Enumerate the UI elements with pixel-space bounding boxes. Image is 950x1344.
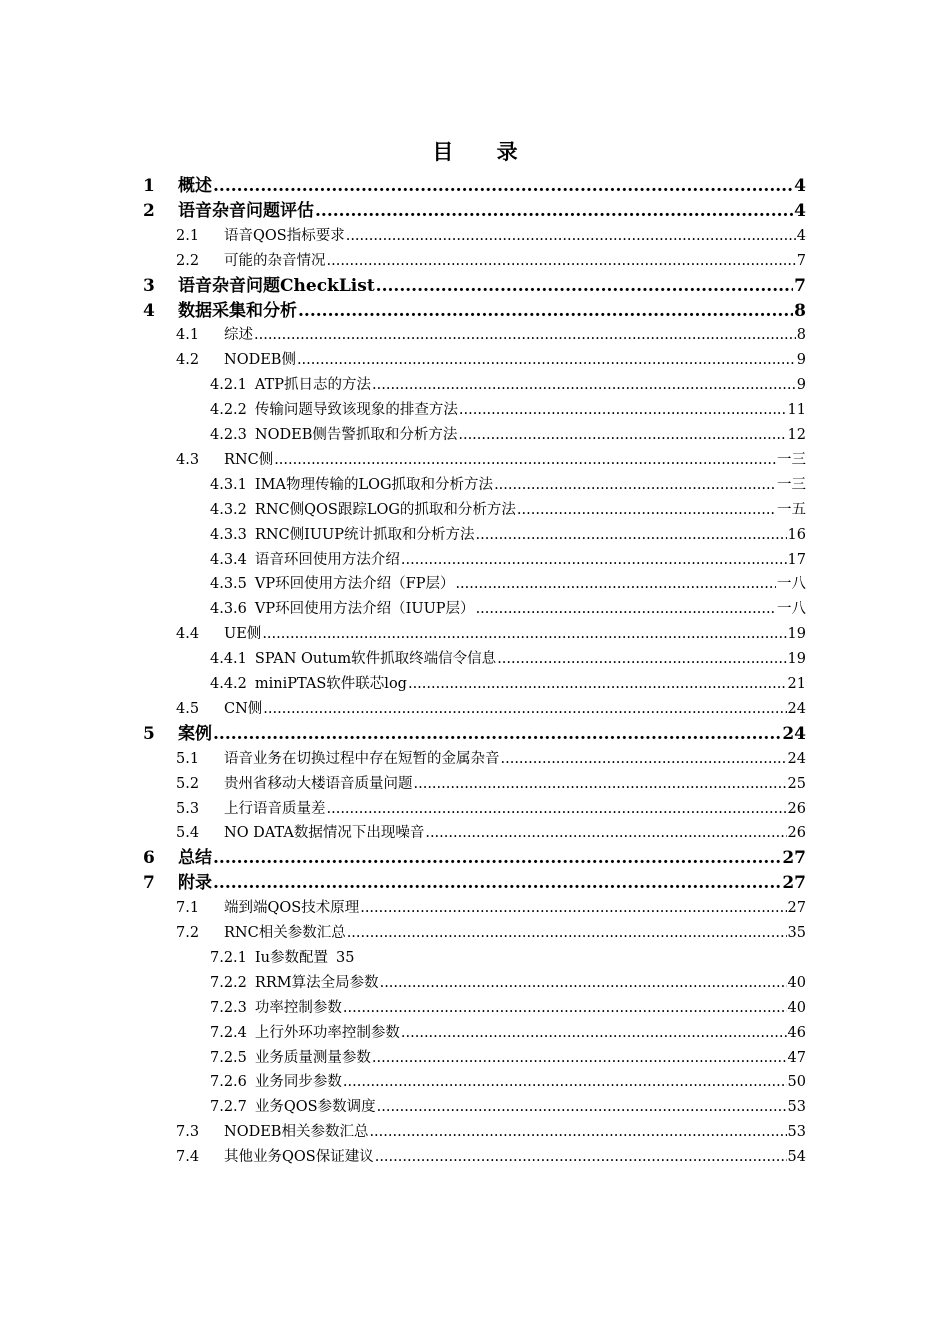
toc-entry-number: 7.4: [176, 1149, 200, 1166]
toc-entry[interactable]: [210, 572, 806, 596]
toc-entry-page: 一三: [777, 476, 806, 493]
toc-entry-label: 语音QOS指标要求: [224, 227, 345, 244]
toc-entry-page: 21: [787, 676, 806, 692]
toc-entry-number: 4.2: [176, 352, 200, 369]
toc-entry-label: 上行外环功率控制参数: [254, 1024, 400, 1041]
toc-entry[interactable]: [210, 1070, 806, 1094]
toc-entry-number: 7.2.7: [210, 1099, 247, 1116]
toc-entry-number: 7: [143, 873, 155, 894]
toc-entry-label: NO DATA数据情况下出现噪音: [224, 825, 425, 842]
toc-entry-number: 3: [143, 275, 155, 296]
toc-entry-number: 4.3.1: [210, 476, 247, 493]
toc-leader-dots: [360, 896, 786, 920]
toc-entry-number: 5.2: [176, 775, 200, 792]
toc-entry-label: 语音杂音问题CheckList: [178, 275, 375, 296]
toc-leader-dots: [213, 871, 781, 895]
toc-leader-dots: [408, 672, 787, 696]
toc-entry-number: 4.4.1: [210, 651, 247, 668]
toc-entry-page: 12: [787, 427, 806, 443]
toc-entry[interactable]: [176, 622, 806, 646]
toc-entry-label: 贵州省移动大楼语音质量问题: [224, 775, 413, 792]
toc-entry-number: 7.2: [176, 925, 200, 941]
toc-entry-page: 8: [794, 300, 806, 321]
toc-entry-page: 27: [787, 900, 806, 917]
toc-entry[interactable]: [176, 1145, 806, 1169]
toc-entry-page: 7: [796, 252, 806, 269]
toc-entry-number: 7.2.4: [210, 1024, 247, 1041]
toc-entry[interactable]: [176, 797, 806, 821]
toc-entry[interactable]: [210, 523, 806, 547]
toc-entry-label: 可能的杂音情况: [224, 252, 326, 269]
toc-entry-page: 24: [787, 750, 806, 767]
toc-entry[interactable]: [176, 249, 806, 273]
toc-entry-page: 54: [787, 1149, 806, 1166]
toc-entry-number: 7.2.2: [210, 974, 247, 991]
toc-entry-page: 8: [796, 327, 806, 344]
toc-entry-page: 26: [787, 800, 806, 817]
toc-leader-dots: [501, 747, 787, 771]
toc-entry[interactable]: [210, 946, 806, 970]
toc-entry-number: 2.2: [176, 252, 200, 269]
toc-entry-page: 47: [787, 1049, 806, 1066]
toc-leader-dots: [213, 846, 781, 870]
toc-entry-label: RNC侧: [224, 451, 274, 468]
toc-leader-dots: [476, 523, 787, 547]
toc-entry-page: 17: [787, 551, 806, 568]
toc-entry[interactable]: [210, 1095, 806, 1119]
toc-leader-dots: [476, 597, 776, 621]
toc-leader-dots: [458, 423, 786, 447]
toc-leader-dots: [414, 772, 787, 796]
toc-entry[interactable]: [210, 672, 806, 696]
toc-entry-label: 综述: [224, 327, 253, 344]
toc-entry-label: RNC相关参数汇总: [224, 925, 346, 941]
toc-entry-label: 功率控制参数: [254, 999, 342, 1016]
toc-entry-number: 2: [143, 200, 155, 221]
toc-entry-label: RNC侧QOS跟踪LOG的抓取和分析方法: [254, 501, 516, 518]
toc-entry-number: 4.2.3: [210, 427, 247, 443]
toc-entry-page: 9: [796, 377, 806, 394]
toc-leader-dots: [315, 199, 793, 223]
toc-entry-number: 7.2.3: [210, 999, 247, 1016]
toc-entry-page: 40: [787, 999, 806, 1016]
toc-leader-dots: [517, 498, 776, 522]
toc-entry-label: 语音环回使用方法介绍: [254, 551, 400, 568]
toc-entry-number: 4.3: [176, 451, 200, 468]
toc-leader-dots: [213, 722, 781, 746]
toc-entry-number: 4.3.3: [210, 526, 247, 543]
toc-entry-number: 7.1: [176, 900, 200, 917]
toc-leader-dots: [459, 398, 787, 422]
toc-entry-page: 24: [782, 723, 806, 744]
toc-entry-page: 35: [335, 949, 355, 966]
toc-entry[interactable]: [210, 1046, 806, 1070]
toc-entry-label: 端到端QOS技术原理: [224, 900, 360, 917]
toc-entry-label: NODEB侧告警抓取和分析方法: [254, 427, 458, 443]
toc-entry[interactable]: [176, 747, 806, 771]
toc-entry-label: VP环回使用方法介绍（FP层）: [254, 576, 455, 593]
toc-entry-page: 11: [787, 402, 806, 419]
toc-entry-page: 一八: [777, 601, 806, 618]
toc-leader-dots: [401, 548, 787, 572]
toc-entry-label: UE侧: [224, 626, 262, 643]
toc-entry[interactable]: [143, 199, 806, 223]
toc-entry-page: 7: [794, 275, 806, 296]
toc-entry-number: 4: [143, 300, 155, 321]
toc-entry[interactable]: [176, 821, 806, 845]
toc-leader-dots: [377, 1095, 787, 1119]
toc-leader-dots: [327, 249, 796, 273]
toc-entry[interactable]: [176, 348, 806, 372]
toc-entry-page: 27: [782, 848, 806, 869]
toc-entry[interactable]: [210, 473, 806, 497]
toc-leader-dots: [375, 1145, 787, 1169]
toc-entry[interactable]: [176, 448, 806, 472]
toc-entry[interactable]: [143, 174, 806, 198]
toc-entry-label: 上行语音质量差: [224, 800, 326, 817]
toc-entry-page: 53: [787, 1124, 806, 1141]
toc-leader-dots: [376, 274, 793, 298]
toc-entry-page: 4: [796, 227, 806, 244]
toc-entry-label: CN侧: [224, 700, 263, 717]
toc-entry-label: NODEB相关参数汇总: [224, 1124, 369, 1141]
toc-entry[interactable]: [210, 647, 806, 671]
toc-leader-dots: [346, 224, 796, 248]
toc-leader-dots: [327, 797, 787, 821]
toc-leader-dots: [455, 572, 776, 596]
toc-leader-dots: [372, 1046, 787, 1070]
toc-entry-page: 35: [787, 925, 806, 941]
toc-entry-number: 7.2.6: [210, 1074, 247, 1091]
toc-entry[interactable]: [143, 722, 806, 746]
toc-entry[interactable]: [143, 871, 806, 895]
toc-leader-dots: [372, 373, 796, 397]
toc-title: 目 录: [432, 139, 536, 164]
toc-leader-dots: [401, 1021, 787, 1045]
toc-entry-label: NODEB侧: [224, 352, 296, 369]
toc-entry-page: 50: [787, 1074, 806, 1091]
toc-entry[interactable]: [210, 971, 806, 995]
toc-entry[interactable]: [176, 896, 806, 920]
toc-entry-number: 5.1: [176, 750, 200, 767]
toc-leader-dots: [347, 921, 787, 945]
toc-entry-label: SPAN Outum软件抓取终端信令信息: [254, 651, 497, 668]
toc-entry-page: 16: [787, 526, 806, 543]
toc-leader-dots: [254, 323, 796, 347]
toc-entry[interactable]: [210, 597, 806, 621]
toc-entry-number: 4.3.5: [210, 576, 247, 593]
toc-entry-number: 4.2.2: [210, 402, 247, 419]
toc-entry-number: 7.3: [176, 1124, 200, 1141]
toc-leader-dots: [425, 821, 786, 845]
toc-leader-dots: [274, 448, 776, 472]
toc-entry-number: 4.3.6: [210, 601, 247, 618]
toc-entry-label: 案例: [178, 723, 212, 744]
toc-entry[interactable]: [210, 498, 806, 522]
toc-leader-dots: [343, 996, 787, 1020]
toc-entry-label: VP环回使用方法介绍（IUUP层）: [254, 601, 475, 618]
toc-leader-dots: [380, 971, 787, 995]
toc-entry-page: 4: [794, 176, 806, 196]
toc-entry-number: 7.2.1: [210, 949, 247, 966]
toc-entry-label: 概述: [178, 176, 212, 196]
toc-entry-page: 19: [787, 651, 806, 668]
toc-entry-number: 4.1: [176, 327, 200, 344]
toc-entry-page: 一八: [777, 576, 806, 593]
toc-entry-number: 5.4: [176, 825, 200, 842]
toc-entry-page: 4: [794, 200, 806, 221]
toc-entry[interactable]: [176, 224, 806, 248]
toc-leader-dots: [298, 299, 793, 323]
toc-entry-page: 40: [787, 974, 806, 991]
toc-entry-number: 4.2.1: [210, 377, 247, 394]
toc-entry-label: 附录: [178, 873, 212, 894]
toc-entry-number: 2.1: [176, 227, 200, 244]
toc-entry-number: 4.3.4: [210, 551, 247, 568]
toc-entry-label: miniPTAS软件联芯log: [254, 676, 407, 692]
toc-entry[interactable]: [176, 697, 806, 721]
toc-entry-number: 5.3: [176, 800, 200, 817]
toc-entry-page: 27: [782, 873, 806, 894]
toc-entry[interactable]: [210, 548, 806, 572]
toc-entry-page: 26: [787, 825, 806, 842]
toc-entry-number: 4.5: [176, 700, 200, 717]
toc-entry-label: RNC侧IUUP统计抓取和分析方法: [254, 526, 475, 543]
toc-entry-label: Iu参数配置: [254, 949, 328, 966]
toc-entry[interactable]: [210, 1021, 806, 1045]
toc-entry-page: 24: [787, 700, 806, 717]
toc-entry-number: 5: [143, 723, 155, 744]
toc-entry-number: 4.3.2: [210, 501, 247, 518]
toc-entry-label: 语音业务在切换过程中存在短暂的金属杂音: [224, 750, 500, 767]
toc-entry-page: 一五: [777, 501, 806, 518]
toc-entry-page: 25: [787, 775, 806, 792]
toc-entry-label: 业务QOS参数调度: [254, 1099, 376, 1116]
toc-leader-dots: [369, 1120, 786, 1144]
toc-entry-number: 7.2.5: [210, 1049, 247, 1066]
toc-entry[interactable]: [176, 1120, 806, 1144]
toc-entry-label: 业务质量测量参数: [254, 1049, 371, 1066]
toc-leader-dots: [263, 697, 786, 721]
toc-entry-page: 53: [787, 1099, 806, 1116]
toc-entry[interactable]: [210, 373, 806, 397]
toc-entry-page: 一三: [777, 451, 806, 468]
toc-entry-page: 46: [787, 1024, 806, 1041]
toc-entry-number: 1: [143, 176, 155, 196]
toc-entry-label: 其他业务QOS保证建议: [224, 1149, 374, 1166]
toc-entry-page: 9: [796, 352, 806, 369]
toc-leader-dots: [494, 473, 776, 497]
toc-entry-number: 6: [143, 848, 155, 869]
toc-entry[interactable]: [176, 323, 806, 347]
toc-entry-number: 4.4.2: [210, 676, 247, 692]
toc-entry[interactable]: [143, 846, 806, 870]
toc-entry-number: 4.4: [176, 626, 200, 643]
toc-entry[interactable]: [143, 299, 806, 323]
toc-entry[interactable]: [210, 996, 806, 1020]
toc-entry-label: 数据采集和分析: [178, 300, 297, 321]
toc-entry-label: ATP抓日志的方法: [254, 377, 372, 394]
toc-entry-label: 传输问题导致该现象的排查方法: [254, 402, 458, 419]
toc-entry-label: 总结: [178, 848, 212, 869]
toc-entry-label: 业务同步参数: [254, 1074, 342, 1091]
toc-entry[interactable]: [176, 772, 806, 796]
toc-leader-dots: [343, 1070, 787, 1094]
toc-entry-label: RRM算法全局参数: [254, 974, 379, 991]
toc-leader-dots: [213, 174, 793, 198]
toc-entry[interactable]: [210, 423, 806, 447]
toc-entry-label: 语音杂音问题评估: [178, 200, 314, 221]
toc-entry[interactable]: [143, 274, 806, 298]
toc-entry-page: 19: [787, 626, 806, 643]
toc-entry[interactable]: [176, 921, 806, 945]
toc-leader-dots: [262, 622, 786, 646]
toc-leader-dots: [297, 348, 796, 372]
toc-entry-label: IMA物理传输的LOG抓取和分析方法: [254, 476, 494, 493]
toc-leader-dots: [497, 647, 786, 671]
toc-entry[interactable]: [210, 398, 806, 422]
